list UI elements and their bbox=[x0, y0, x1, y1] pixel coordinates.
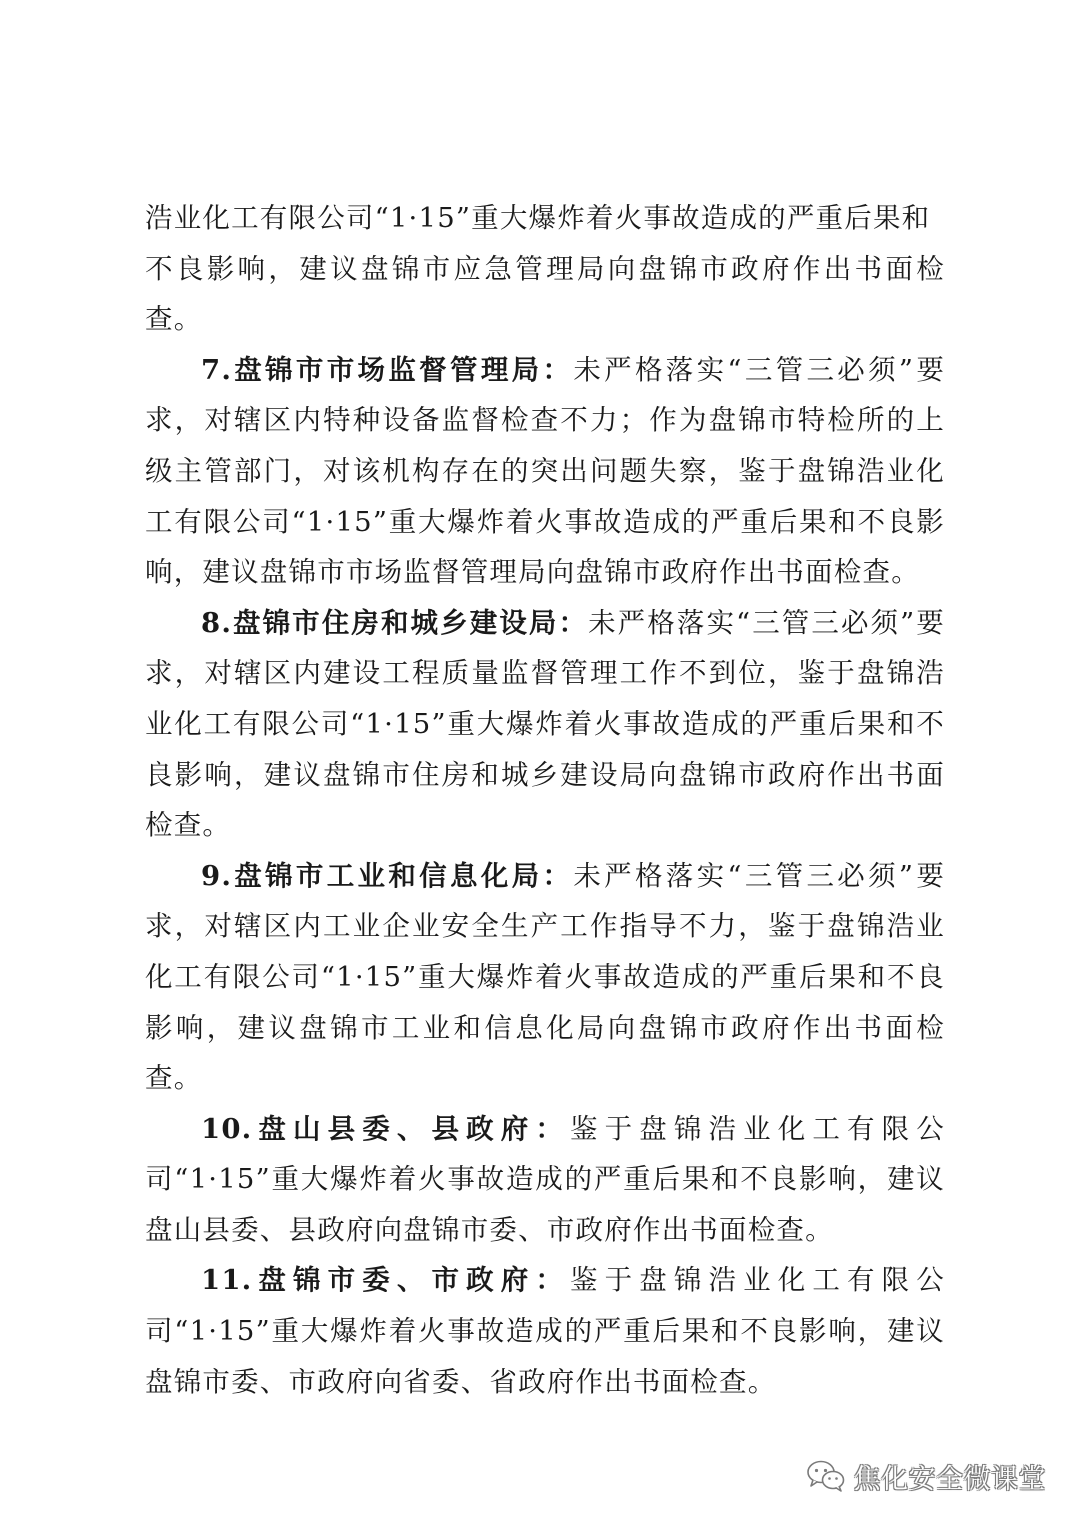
item-9-colon: ： bbox=[542, 859, 574, 892]
item-9-paragraph bbox=[145, 851, 945, 1104]
item-10-heading: 盘山县委、县政府 bbox=[252, 1112, 536, 1145]
item-8-number: 8. bbox=[201, 606, 233, 639]
text-line: 不良影响，建议盘锦市应急管理局向盘锦市政府作出书面检查。 bbox=[145, 252, 945, 336]
continued-paragraph bbox=[145, 193, 945, 345]
item-11-heading: 盘锦市委、市政府 bbox=[252, 1264, 536, 1297]
watermark-text: 焦化安全微课堂 bbox=[853, 1463, 1046, 1495]
item-11-paragraph bbox=[145, 1255, 945, 1407]
item-10-paragraph bbox=[145, 1104, 945, 1256]
item-11-number: 11. bbox=[201, 1264, 253, 1297]
text-line: 浩业化工有限公司“1·15”重大爆炸着火事故造成的严重后果和 bbox=[145, 202, 931, 234]
item-10-colon: ： bbox=[535, 1112, 571, 1145]
item-7-heading: 盘锦市市场监督管理局 bbox=[232, 353, 543, 386]
wechat-icon bbox=[806, 1459, 846, 1493]
item-11-body: 鉴于盘锦浩业化工有限公司“1·15”重大爆炸着火事故造成的严重后果和不良影响，建议盘锦市委、市政府向省委、省政府作出书面检查。 bbox=[145, 1264, 946, 1398]
item-9-body: 未严格落实“三管三必须”要求，对辖区内工业企业安全生产工作指导不力，鉴于盘锦浩业化工有限公司“1·15”重大爆炸着火事故造成的严重后果和不良影响，建议盘锦市工业和信息化局向盘锦市政府作出书面检查。 bbox=[145, 859, 946, 1095]
item-10-body: 鉴于盘锦浩业化工有限公司“1·15”重大爆炸着火事故造成的严重后果和不良影响，建议盘山县委、县政府向盘锦市委、市政府作出书面检查。 bbox=[145, 1112, 946, 1246]
item-10-number: 10. bbox=[201, 1112, 253, 1145]
document-body bbox=[145, 193, 945, 1407]
item-8-paragraph bbox=[145, 598, 945, 851]
item-8-body: 未严格落实“三管三必须”要求，对辖区内建设工程质量监督管理工作不到位，鉴于盘锦浩业化工有限公司“1·15”重大爆炸着火事故造成的严重后果和不良影响，建议盘锦市住房和城乡建设局向盘锦市政府作出书面检查。 bbox=[145, 606, 945, 842]
item-8-colon: ： bbox=[558, 606, 589, 639]
watermark bbox=[806, 1454, 1047, 1498]
item-11-colon: ： bbox=[535, 1264, 571, 1297]
item-9-number: 9. bbox=[201, 859, 233, 892]
item-8-heading: 盘锦市住房和城乡建设局 bbox=[232, 606, 559, 639]
item-7-number: 7. bbox=[201, 353, 233, 386]
item-9-heading: 盘锦市工业和信息化局 bbox=[232, 859, 543, 892]
item-7-paragraph bbox=[145, 345, 945, 598]
item-7-colon: ： bbox=[542, 353, 574, 386]
item-7-body: 未严格落实“三管三必须”要求，对辖区内特种设备监督检查不力；作为盘锦市特检所的上级主管部门，对该机构存在的突出问题失察，鉴于盘锦浩业化工有限公司“1·15”重大爆炸着火事故造成的严重后果和不良影响，建议盘锦市市场监督管理局向盘锦市政府作出书面检查。 bbox=[145, 353, 946, 589]
